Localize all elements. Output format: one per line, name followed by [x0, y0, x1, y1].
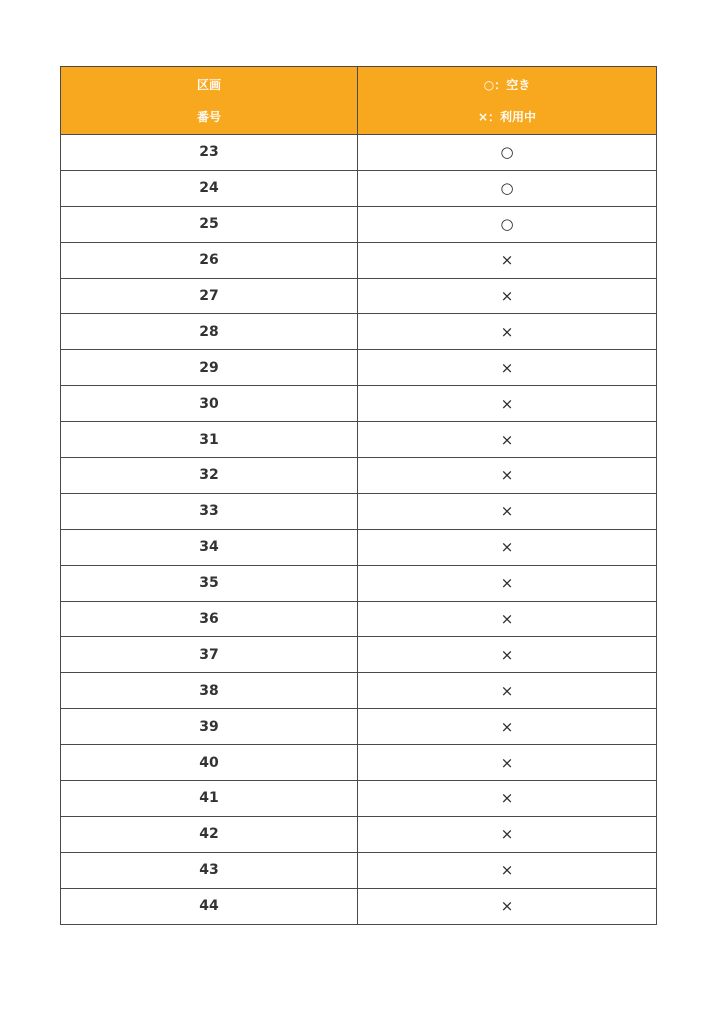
- table-row: [61, 314, 657, 350]
- table-header-row: [61, 67, 657, 135]
- status-mark: ×: [500, 610, 514, 629]
- status-cell: [358, 493, 657, 529]
- lot-number-cell: 29: [61, 350, 358, 386]
- status-cell: [358, 170, 657, 206]
- status-mark: ×: [500, 430, 514, 449]
- table-row: [61, 637, 657, 673]
- lot-number-cell: 37: [61, 637, 358, 673]
- table-row: [61, 888, 657, 924]
- header-status-legend: [358, 67, 657, 135]
- lot-number-cell: 38: [61, 673, 358, 709]
- lot-number-cell: 32: [61, 458, 358, 494]
- status-mark: ×: [500, 789, 514, 808]
- lot-number-cell: 39: [61, 709, 358, 745]
- document-sheet: [60, 66, 656, 925]
- header-lot-number: [61, 67, 358, 135]
- header-lot-number-line2: 番号: [196, 109, 221, 124]
- status-mark: ×: [500, 825, 514, 844]
- lot-number-cell: 30: [61, 386, 358, 422]
- status-mark: ×: [500, 574, 514, 593]
- lot-number-cell: 26: [61, 242, 358, 278]
- table-row: [61, 170, 657, 206]
- table-row: [61, 816, 657, 852]
- status-mark: ×: [500, 358, 514, 377]
- status-cell: [358, 278, 657, 314]
- status-mark: ×: [500, 861, 514, 880]
- status-cell: [358, 601, 657, 637]
- table-row: [61, 709, 657, 745]
- table-row: [61, 565, 657, 601]
- status-mark: ×: [500, 394, 514, 413]
- status-mark: ×: [500, 322, 514, 341]
- table-row: [61, 493, 657, 529]
- status-mark: ○: [500, 143, 514, 162]
- status-cell: [358, 565, 657, 601]
- lot-number-cell: 43: [61, 852, 358, 888]
- status-mark: ×: [500, 681, 514, 700]
- lot-number-cell: 42: [61, 816, 358, 852]
- status-cell: [358, 206, 657, 242]
- status-cell: [358, 781, 657, 817]
- status-cell: [358, 314, 657, 350]
- lot-number-cell: 41: [61, 781, 358, 817]
- table-row: [61, 350, 657, 386]
- status-mark: ×: [500, 897, 514, 916]
- status-cell: [358, 888, 657, 924]
- status-cell: [358, 816, 657, 852]
- status-mark: ×: [500, 287, 514, 305]
- status-cell: [358, 386, 657, 422]
- lot-number-cell: 25: [61, 206, 358, 242]
- table-row: [61, 242, 657, 278]
- status-cell: [358, 745, 657, 781]
- lot-number-cell: 35: [61, 565, 358, 601]
- legend-available: ○：空き: [483, 77, 531, 92]
- lot-number-cell: 36: [61, 601, 358, 637]
- status-mark: ×: [500, 645, 514, 664]
- status-mark: ×: [500, 502, 514, 521]
- status-mark: ○: [500, 179, 514, 198]
- status-cell: [358, 135, 657, 171]
- status-mark: ×: [500, 717, 514, 736]
- status-cell: [358, 529, 657, 565]
- status-cell: [358, 422, 657, 458]
- table-row: [61, 781, 657, 817]
- status-cell: [358, 673, 657, 709]
- table-row: [61, 745, 657, 781]
- table-row: [61, 529, 657, 565]
- legend-in-use: ×：利用中: [477, 109, 537, 124]
- table-row: [61, 278, 657, 314]
- table-row: [61, 206, 657, 242]
- status-mark: ×: [500, 251, 514, 270]
- status-cell: [358, 637, 657, 673]
- lot-number-cell: 34: [61, 529, 358, 565]
- table-row: [61, 135, 657, 171]
- status-mark: ×: [500, 753, 514, 772]
- lot-number-cell: 24: [61, 170, 358, 206]
- parking-availability-table: [60, 66, 657, 925]
- lot-number-cell: 40: [61, 745, 358, 781]
- table-row: [61, 601, 657, 637]
- lot-number-cell: 31: [61, 422, 358, 458]
- table-row: [61, 422, 657, 458]
- table-row: [61, 673, 657, 709]
- lot-number-cell: 28: [61, 314, 358, 350]
- status-cell: [358, 852, 657, 888]
- lot-number-cell: 33: [61, 493, 358, 529]
- status-mark: ×: [500, 466, 514, 485]
- lot-number-cell: 27: [61, 278, 358, 314]
- table-body: [61, 135, 657, 925]
- status-cell: [358, 242, 657, 278]
- lot-number-cell: 44: [61, 888, 358, 924]
- header-lot-number-line1: 区画: [196, 77, 221, 92]
- status-mark: ×: [500, 538, 514, 557]
- lot-number-cell: 23: [61, 135, 358, 171]
- table-row: [61, 852, 657, 888]
- status-cell: [358, 350, 657, 386]
- status-cell: [358, 458, 657, 494]
- status-cell: [358, 709, 657, 745]
- table-row: [61, 386, 657, 422]
- table-row: [61, 458, 657, 494]
- status-mark: ○: [500, 215, 514, 234]
